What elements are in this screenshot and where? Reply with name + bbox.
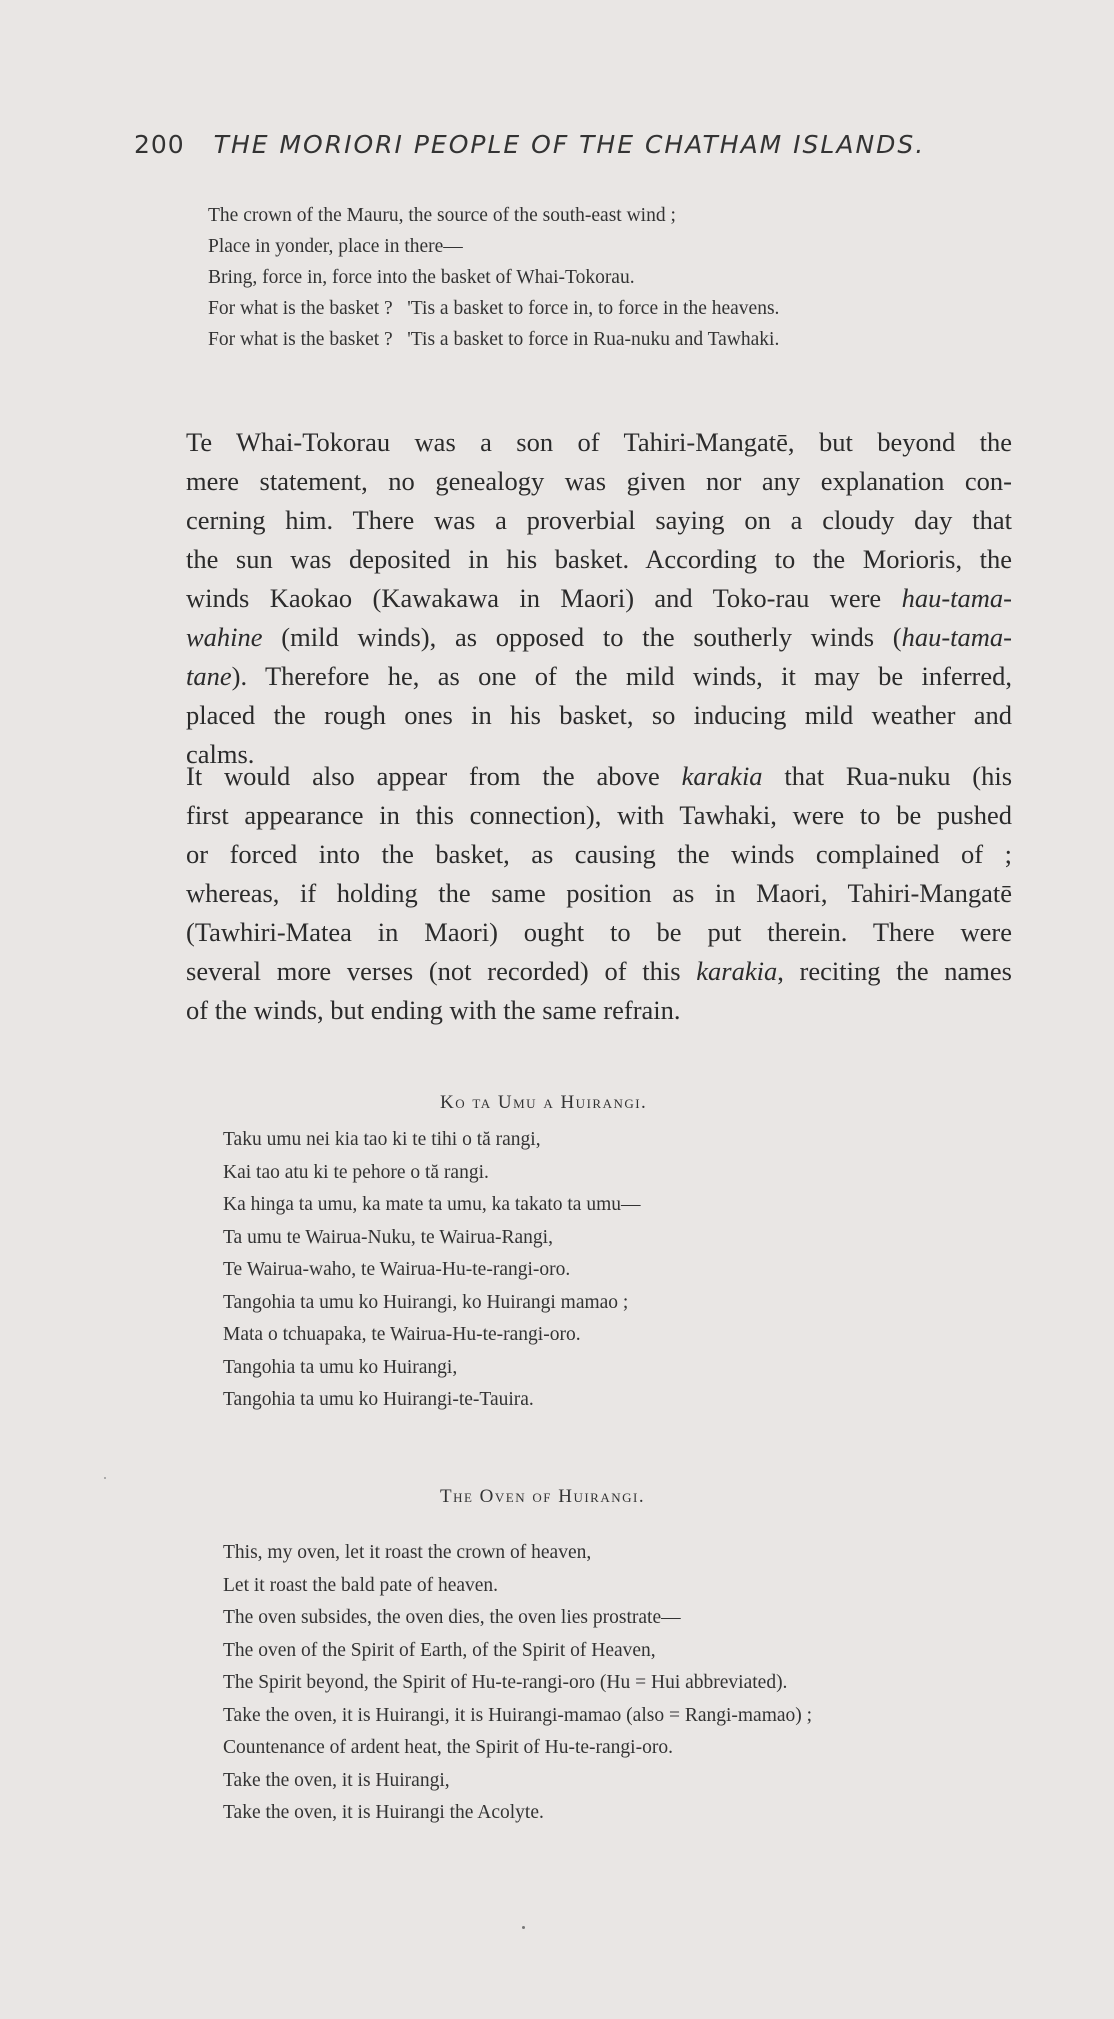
verse-line: Take the oven, it is Huirangi the Acolyte. (223, 1802, 544, 1823)
section-title-maori: Ko ta Umu a Huirangi. (440, 1092, 648, 1113)
verse-line: The oven of the Spirit of Earth, of the Spirit of Heaven, (223, 1639, 656, 1661)
italic-term: tane (186, 661, 232, 691)
verse-line: Tangohia ta umu ko Huirangi, ko Huirangi mamao ; (223, 1291, 629, 1313)
paragraph-line: Te Whai-Tokorau was a son of Tahiri-Mangatē, but beyond the (186, 427, 1012, 457)
paragraph-line: cerning him. There was a proverbial saying on a cloudy day that (186, 505, 1012, 535)
paragraph-line: of the winds, but ending with the same refrain. (186, 995, 681, 1025)
verse-line: Countenance of ardent heat, the Spirit of Hu-te-rangi-oro. (223, 1737, 673, 1758)
paragraph-line: winds Kaokao (Kawakawa in Maori) and Toko-rau were hau-tama- (186, 583, 1012, 613)
paragraph-line: or forced into the basket, as causing the winds complained of ; (186, 839, 1012, 869)
page-header (134, 130, 925, 159)
running-title: THE MORIORI PEOPLE OF THE CHATHAM ISLANDS. (213, 130, 926, 159)
verse-line: Let it roast the bald pate of heaven. (223, 1574, 499, 1596)
verse-line: Te Wairua-waho, te Wairua-Hu-te-rangi-oro. (223, 1259, 571, 1280)
paper-speck (522, 1926, 525, 1929)
verse-line: Ta umu te Wairua-Nuku, te Wairua-Rangi, (223, 1226, 553, 1248)
verse-line: The crown of the Mauru, the source of the south-east wind ; (208, 205, 676, 226)
paragraph-line: placed the rough ones in his basket, so inducing mild weather and (186, 700, 1012, 730)
verse-line: Take the oven, it is Huirangi, (223, 1769, 450, 1791)
italic-term: hau-tama- (901, 583, 1012, 613)
verse-line: Take the oven, it is Huirangi, it is Huirangi-mamao (also = Rangi-mamao) ; (223, 1704, 813, 1726)
verse-top (208, 200, 779, 355)
verse-line: This, my oven, let it roast the crown of heaven, (223, 1542, 592, 1563)
section-title-english: The Oven of Huirangi. (440, 1486, 646, 1507)
verse-line: Kai tao atu ki te pehore o tă rangi. (223, 1161, 489, 1183)
paragraph-line: first appearance in this connection), with Tawhaki, were to be pushed (186, 800, 1012, 830)
paragraph-line: whereas, if holding the same position as in Maori, Tahiri-Mangatē (186, 878, 1012, 908)
verse-english (223, 1537, 812, 1830)
verse-line: Ka hinga ta umu, ka mate ta umu, ka takato ta umu— (223, 1194, 641, 1215)
verse-line: Place in yonder, place in there— (208, 236, 463, 257)
verse-line: For what is the basket ? 'Tis a basket to force in Rua-nuku and Tawhaki. (208, 329, 780, 350)
verse-line: The Spirit beyond, the Spirit of Hu-te-rangi-oro (Hu = Hui abbreviated). (223, 1672, 788, 1693)
paragraph-line: mere statement, no genealogy was given nor any explanation con- (186, 466, 1012, 496)
verse-line: Taku umu nei kia tao ki te tihi o tă rangi, (223, 1129, 541, 1150)
italic-term: karakia (696, 956, 778, 986)
paragraph-line: wahine (mild winds), as opposed to the southerly winds (hau-tama- (186, 622, 1012, 652)
paragraph-2 (186, 757, 1012, 1030)
verse-line: Mata o tchuapaka, te Wairua-Hu-te-rangi-oro. (223, 1324, 581, 1345)
verse-line: Tangohia ta umu ko Huirangi-te-Tauira. (223, 1389, 534, 1410)
verse-line: Bring, force in, force into the basket of Whai-Tokorau. (208, 267, 635, 288)
paper-speck (104, 1477, 106, 1479)
paragraph-line: calms. (186, 739, 255, 769)
italic-term: karakia (681, 761, 763, 791)
italic-term: wahine (186, 622, 263, 652)
page-number: 200 (134, 130, 185, 159)
verse-line: For what is the basket ? 'Tis a basket to force in, to force in the heavens. (208, 298, 780, 319)
paragraph-line: tane). Therefore he, as one of the mild winds, it may be inferred, (186, 661, 1012, 691)
paragraph-line: (Tawhiri-Matea in Maori) ought to be put therein. There were (186, 917, 1012, 947)
verse-maori (223, 1124, 641, 1417)
paragraph-line: the sun was deposited in his basket. According to the Morioris, the (186, 544, 1012, 574)
paragraph-1 (186, 423, 1012, 774)
paragraph-line: It would also appear from the above karakia that Rua-nuku (his (186, 761, 1013, 791)
italic-term: hau-tama- (901, 622, 1012, 652)
verse-line: The oven subsides, the oven dies, the oven lies prostrate— (223, 1607, 681, 1628)
paragraph-line: several more verses (not recorded) of this karakia, reciting the names (186, 956, 1012, 986)
verse-line: Tangohia ta umu ko Huirangi, (223, 1356, 458, 1378)
